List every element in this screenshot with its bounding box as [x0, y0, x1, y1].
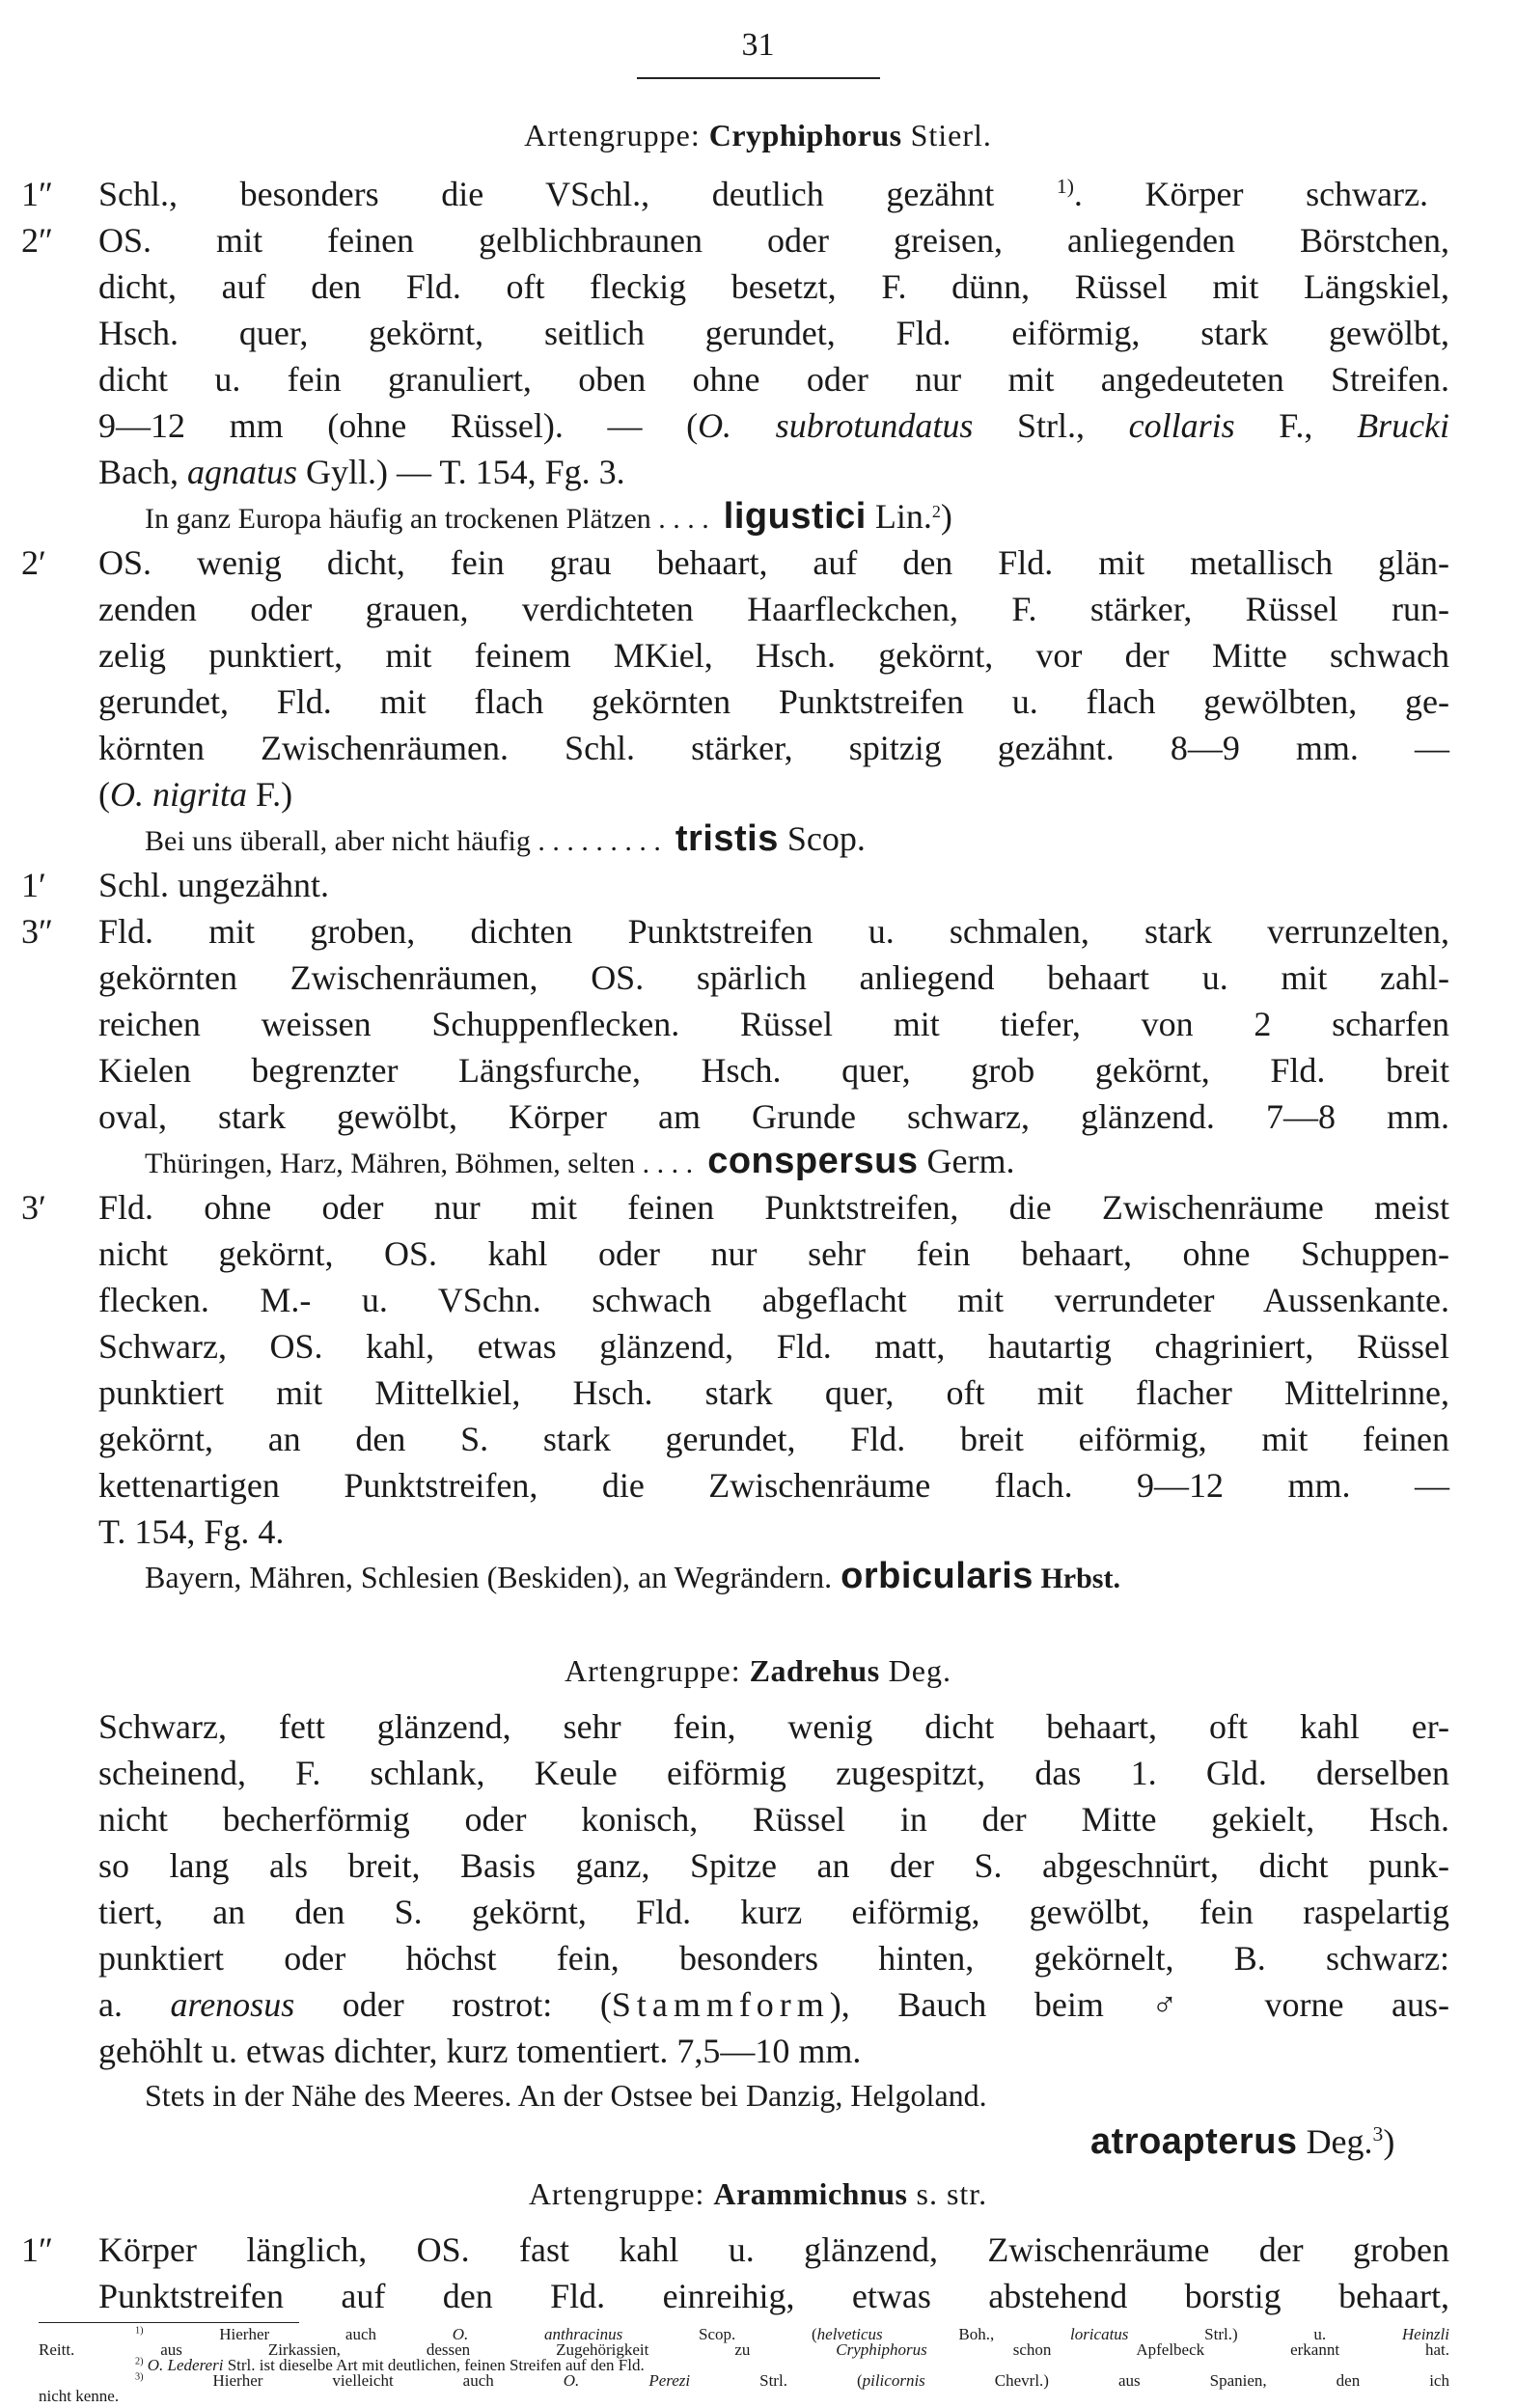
genus-name: Cryphiphorus: [708, 118, 902, 152]
text-line: punktiert mit Mittelkiel, Hsch. stark quer, oft mit flacher Mittelrinne,: [98, 1373, 1449, 1412]
text-line: körnten Zwischenräumen. Schl. stärker, spitzig gezähnt. 8—9 mm. —: [98, 729, 1449, 767]
text-line: kettenartigen Punktstreifen, die Zwischenräume flach. 9—12 mm. —: [98, 1466, 1449, 1505]
text-line: (O. nigrita F.): [98, 775, 293, 814]
distribution-line: Bayern, Mähren, Schlesien (Beskiden), an Wegrändern. orbicularis Hrbst.: [145, 1556, 1120, 1596]
footnote-rule: [39, 2322, 299, 2323]
text-line: Fld. mit groben, dichten Punktstreifen u. schmalen, stark verrunzelten,: [98, 912, 1449, 951]
species-name: atroapterus: [1090, 2121, 1298, 2162]
section-heading-zadrehus: Artengruppe: Zadrehus Deg.: [565, 1653, 951, 1688]
couplet-marker: 1″: [21, 2230, 53, 2269]
text-line: tiert, an den S. gekörnt, Fld. kurz eiförmig, gewölbt, fein raspelartig: [98, 1893, 1449, 1931]
section-heading-cryphiphorus: Artengruppe: Cryphiphorus Stierl.: [524, 118, 992, 152]
distribution-line: Stets in der Nähe des Meeres. An der Ostsee bei Danzig, Helgoland.: [145, 2078, 987, 2113]
footnote-line: nicht kenne.: [39, 2387, 120, 2405]
text-line: Schl. ungezähnt.: [98, 866, 329, 904]
text-line: oval, stark gewölbt, Körper am Grunde schwarz, glänzend. 7—8 mm.: [98, 1097, 1449, 1136]
text-line: gehöhlt u. etwas dichter, kurz tomentiert. 7,5—10 mm.: [98, 2032, 862, 2070]
text-line: Schl., besonders die VSchl., deutlich gezähnt $^{1)}$. Körper schwarz.: [98, 175, 1429, 213]
footnote-line: Reitt. aus Zirkassien, dessen Zugehörigkeit zu Cryphiphorus schon Apfelbeck erkannt hat.: [39, 2340, 1450, 2359]
text-line: dicht u. fein granuliert, oben ohne oder nur mit angedeuteten Streifen.: [98, 360, 1449, 399]
text-line: nicht gekörnt, OS. kahl oder nur sehr fein behaart, ohne Schuppen-: [98, 1234, 1449, 1273]
footnote-ref: 1): [1056, 175, 1074, 198]
text-line: flecken. M.- u. VSchn. schwach abgeflacht mit verrundeter Aussenkante.: [98, 1281, 1449, 1319]
couplet-marker: 2′: [21, 543, 46, 582]
text-line: Bach, agnatus Gyll.) — T. 154, Fg. 3.: [98, 453, 625, 491]
couplet-marker: 1′: [21, 866, 46, 904]
species-name: orbicularis: [841, 1556, 1034, 1596]
distribution-line: Thüringen, Harz, Mähren, Böhmen, selten . . . . conspersus Germ.: [145, 1141, 1015, 1181]
couplet-marker: 2″: [21, 221, 53, 260]
text-line: a. arenosus oder rostrot: (Stammform), Bauch beim ♂ vorne aus-: [98, 1985, 1449, 2024]
footnote-ref: 2: [931, 502, 941, 521]
genus-name: Zadrehus: [749, 1653, 880, 1688]
text-line: Fld. ohne oder nur mit feinen Punktstreifen, die Zwischenräume meist: [98, 1188, 1449, 1227]
footnote-line: $^{2)}$ O. Ledereri Strl. ist dieselbe Art mit deutlichen, feinen Streifen auf den Fld.: [135, 2356, 645, 2374]
distribution-line: Bei uns überall, aber nicht häufig . . . . . . . . . tristis Scop.: [145, 818, 866, 859]
species-name: conspersus: [707, 1141, 919, 1181]
text-line: gekörnt, an den S. stark gerundet, Fld. breit eiförmig, mit feinen: [98, 1420, 1449, 1458]
text-line: zelig punktiert, mit feinem MKiel, Hsch. gekörnt, vor der Mitte schwach: [98, 636, 1449, 675]
footnote-ref: 3: [1372, 2122, 1384, 2145]
text-line: Hsch. quer, gekörnt, seitlich gerundet, Fld. eiförmig, stark gewölbt,: [98, 314, 1449, 352]
text-line: zenden oder grauen, verdichteten Haarfleckchen, F. stärker, Rüssel run-: [98, 590, 1449, 628]
text-line: nicht becherförmig oder konisch, Rüssel in der Mitte gekielt, Hsch.: [98, 1800, 1449, 1839]
text-line: OS. mit feinen gelblichbraunen oder greisen, anliegenden Börstchen,: [98, 221, 1449, 260]
text-line: reichen weissen Schuppenflecken. Rüssel mit tiefer, von 2 scharfen: [98, 1005, 1449, 1043]
species-line: atroapterus Deg.$^3$): [1090, 2121, 1395, 2162]
text-line: Schwarz, OS. kahl, etwas glänzend, Fld. matt, hautartig chagriniert, Rüssel: [98, 1327, 1449, 1366]
text-line: T. 154, Fg. 4.: [98, 1512, 285, 1551]
text-line: so lang als breit, Basis ganz, Spitze an der S. abgeschnürt, dicht punk-: [98, 1846, 1449, 1885]
text-line: Kielen begrenzter Längsfurche, Hsch. quer, grob gekörnt, Fld. breit: [98, 1051, 1449, 1090]
section-heading-arammichnus: Artengruppe: Arammichnus s. str.: [528, 2176, 988, 2211]
couplet-marker: 3′: [21, 1188, 46, 1227]
distribution-line: In ganz Europa häufig an trockenen Plätzen . . . . ligustici Lin.$^2$): [145, 496, 952, 537]
text-line: Schwarz, fett glänzend, sehr fein, wenig dicht behaart, oft kahl er-: [98, 1707, 1449, 1746]
text-line: dicht, auf den Fld. oft fleckig besetzt, F. dünn, Rüssel mit Längskiel,: [98, 267, 1449, 306]
species-name: tristis: [675, 818, 779, 859]
text-line: 9—12 mm (ohne Rüssel). — (O. subrotundatus Strl., collaris F., Brucki: [98, 406, 1450, 445]
couplet-marker: 3″: [21, 912, 53, 951]
header-rule: [637, 77, 880, 79]
page-number: 31: [741, 27, 775, 63]
text-line: Punktstreifen auf den Fld. einreihig, etwas abstehend borstig behaart,: [98, 2277, 1449, 2315]
footnote-line: $^{1)}$ Hierher auch O. anthracinus Scop. (helveticus Boh., loricatus Strl.) u. Heinzli: [135, 2325, 1449, 2343]
footnote-line: $^{3)}$ Hierher vielleicht auch O. Perezi Strl. (pilicornis Chevrl.) aus Spanien, den ich: [135, 2371, 1449, 2390]
text-line: Körper länglich, OS. fast kahl u. glänzend, Zwischenräume der groben: [98, 2230, 1449, 2269]
species-name: ligustici: [723, 496, 867, 537]
couplet-marker: 1″: [21, 175, 53, 213]
text-line: punktiert oder höchst fein, besonders hinten, gekörnelt, B. schwarz:: [98, 1939, 1449, 1978]
text-line: scheinend, F. schlank, Keule eiförmig zugespitzt, das 1. Gld. derselben: [98, 1754, 1449, 1792]
text-line: gerundet, Fld. mit flach gekörnten Punktstreifen u. flach gewölbten, ge-: [98, 682, 1449, 721]
text-line: gekörnten Zwischenräumen, OS. spärlich anliegend behaart u. mit zahl-: [98, 958, 1449, 997]
genus-name: Arammichnus: [713, 2176, 908, 2211]
text-line: OS. wenig dicht, fein grau behaart, auf den Fld. mit metallisch glän-: [98, 543, 1449, 582]
